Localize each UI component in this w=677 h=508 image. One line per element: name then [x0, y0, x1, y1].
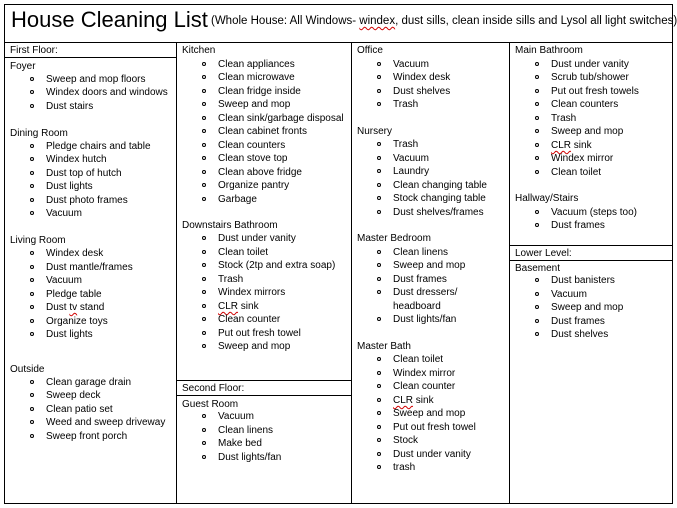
list-item: Dust lights/fan — [393, 314, 457, 325]
bullet-icon — [30, 393, 34, 397]
office-heading: Office — [357, 45, 383, 56]
master-bath-heading: Master Bath — [357, 341, 411, 352]
list-item: Weed and sweep driveway — [46, 417, 166, 428]
bullet-icon — [377, 75, 381, 79]
lower-level-divider-top — [509, 245, 673, 246]
hallway-stairs-heading: Hallway/Stairs — [515, 193, 579, 204]
list-item: Trash — [218, 274, 244, 285]
list-item: Dust mantle/frames — [46, 262, 133, 273]
table-border-left — [4, 4, 5, 504]
bullet-icon — [30, 380, 34, 384]
list-item: Clean counter — [393, 381, 456, 392]
list-item: Clean microwave — [218, 72, 295, 83]
bullet-icon — [202, 414, 206, 418]
list-item: Windex doors and windows — [46, 87, 168, 98]
bullet-icon — [535, 305, 539, 309]
bullet-icon — [377, 398, 381, 402]
page-title: House Cleaning List — [11, 7, 208, 32]
list-item: Sweep and mop floors — [46, 74, 146, 85]
first-floor-divider — [4, 57, 177, 58]
list-item: Scrub tub/shower — [551, 72, 629, 83]
list-item: Put out fresh towel — [393, 422, 476, 433]
list-item: Dust under vanity — [393, 449, 471, 460]
list-item: Clean counters — [551, 99, 619, 110]
bullet-icon — [202, 250, 206, 254]
list-item: Clean cabinet fronts — [218, 126, 307, 137]
list-item: Make bed — [218, 438, 262, 449]
list-item: Clean patio set — [46, 404, 113, 415]
bullet-icon — [202, 317, 206, 321]
list-item: Clean toilet — [218, 247, 269, 258]
bullet-icon — [202, 183, 206, 187]
bullet-icon — [30, 292, 34, 296]
bullet-icon — [377, 317, 381, 321]
list-item: CLR sink — [551, 140, 592, 151]
list-item: Dust lights/fan — [218, 452, 282, 463]
bullet-icon — [202, 428, 206, 432]
bullet-icon — [377, 357, 381, 361]
list-item: Dust dressers/ — [393, 287, 458, 298]
list-item: Dust shelves — [551, 329, 609, 340]
list-item: Dust frames — [551, 220, 605, 231]
bullet-icon — [535, 170, 539, 174]
table-border-bottom — [4, 503, 673, 504]
list-item: trash — [393, 462, 416, 473]
bullet-icon — [30, 319, 34, 323]
bullet-icon — [202, 263, 206, 267]
list-item: Dust banisters — [551, 275, 615, 286]
bullet-icon — [535, 223, 539, 227]
bullet-icon — [202, 89, 206, 93]
bullet-icon — [377, 156, 381, 160]
nursery-heading: Nursery — [357, 126, 393, 137]
bullet-icon — [202, 62, 206, 66]
list-item: Clean counters — [218, 140, 286, 151]
bullet-icon — [377, 384, 381, 388]
list-item: Clean garage drain — [46, 377, 132, 388]
bullet-icon — [30, 278, 34, 282]
bullet-icon — [377, 438, 381, 442]
page-subtitle: (Whole House: All Windows- windex, dust sills, clean inside sills and Lysol all light switches) — [211, 15, 677, 27]
bullet-icon — [535, 89, 539, 93]
list-item: Garbage — [218, 194, 257, 205]
master-bedroom-heading: Master Bedroom — [357, 233, 431, 244]
title-divider — [4, 42, 673, 43]
bullet-icon — [30, 265, 34, 269]
bullet-icon — [202, 290, 206, 294]
list-item: Windex mirror — [551, 153, 614, 164]
guest-room-heading: Guest Room — [182, 399, 239, 410]
bullet-icon — [377, 371, 381, 375]
list-item: Windex hutch — [46, 154, 107, 165]
bullet-icon — [30, 420, 34, 424]
list-item: Clean sink/garbage disposal — [218, 113, 344, 124]
outside-heading: Outside — [10, 364, 45, 375]
bullet-icon — [535, 156, 539, 160]
list-item: Sweep and mop — [393, 260, 466, 271]
bullet-icon — [535, 319, 539, 323]
list-item: Windex desk — [393, 72, 451, 83]
bullet-icon — [202, 143, 206, 147]
bullet-icon — [377, 452, 381, 456]
bullet-icon — [535, 75, 539, 79]
list-item: Trash — [551, 113, 577, 124]
bullet-icon — [202, 75, 206, 79]
bullet-icon — [202, 441, 206, 445]
bullet-icon — [202, 331, 206, 335]
bullet-icon — [377, 290, 381, 294]
list-item: Trash — [393, 139, 419, 150]
list-item: Clean linens — [218, 425, 274, 436]
bullet-icon — [202, 197, 206, 201]
list-item: Clean toilet — [551, 167, 602, 178]
list-item: Dust photo frames — [46, 195, 128, 206]
bullet-icon — [202, 129, 206, 133]
foyer-heading: Foyer — [10, 61, 36, 72]
table-border-right — [672, 4, 673, 504]
second-floor-label: Second Floor: — [182, 383, 245, 394]
bullet-icon — [202, 344, 206, 348]
bullet-icon — [30, 211, 34, 215]
bullet-icon — [535, 62, 539, 66]
bullet-icon — [202, 304, 206, 308]
list-item: Dust lights — [46, 181, 93, 192]
list-item: Windex desk — [46, 248, 104, 259]
list-item: Sweep and mop — [218, 341, 291, 352]
list-item: Dust stairs — [46, 101, 94, 112]
lower-level-divider-bottom — [509, 260, 673, 261]
list-item: Trash — [393, 99, 419, 110]
list-item: Clean fridge inside — [218, 86, 301, 97]
list-item: Windex mirror — [393, 368, 456, 379]
lower-level-label: Lower Level: — [515, 248, 572, 259]
list-item: Pledge table — [46, 289, 102, 300]
list-item: Pledge chairs and table — [46, 141, 151, 152]
second-floor-divider-bottom — [176, 395, 352, 396]
bullet-icon — [377, 196, 381, 200]
list-item: Dust shelves/frames — [393, 207, 484, 218]
bullet-icon — [535, 129, 539, 133]
first-floor-label: First Floor: — [10, 45, 58, 56]
bullet-icon — [30, 332, 34, 336]
list-item: Sweep and mop — [393, 408, 466, 419]
list-item: Organize toys — [46, 316, 108, 327]
bullet-icon — [377, 89, 381, 93]
bullet-icon — [377, 411, 381, 415]
bullet-icon — [377, 425, 381, 429]
list-item: CLR sink — [218, 301, 259, 312]
list-item: Dust frames — [551, 316, 605, 327]
bullet-icon — [535, 278, 539, 282]
list-item: Dust frames — [393, 274, 447, 285]
downstairs-bathroom-heading: Downstairs Bathroom — [182, 220, 278, 231]
bullet-icon — [377, 102, 381, 106]
list-item: Vacuum — [393, 153, 429, 164]
bullet-icon — [535, 292, 539, 296]
list-item: Stock — [393, 435, 419, 446]
bullet-icon — [202, 455, 206, 459]
list-item: Vacuum (steps too) — [551, 207, 637, 218]
bullet-icon — [30, 184, 34, 188]
bullet-icon — [202, 116, 206, 120]
bullet-icon — [377, 263, 381, 267]
bullet-icon — [30, 104, 34, 108]
bullet-icon — [30, 90, 34, 94]
bullet-icon — [202, 236, 206, 240]
bullet-icon — [30, 157, 34, 161]
bullet-icon — [535, 332, 539, 336]
column-divider-1 — [176, 42, 177, 504]
list-item: Vacuum — [551, 289, 587, 300]
list-item: Windex mirrors — [218, 287, 286, 298]
list-item: Dust under vanity — [218, 233, 296, 244]
list-item: Vacuum — [46, 275, 82, 286]
list-item: Sweep front porch — [46, 431, 128, 442]
bullet-icon — [30, 407, 34, 411]
kitchen-heading: Kitchen — [182, 45, 216, 56]
list-item: Sweep and mop — [551, 126, 624, 137]
bullet-icon — [202, 277, 206, 281]
list-item: Clean linens — [393, 247, 449, 258]
basement-heading: Basement — [515, 263, 561, 274]
bullet-icon — [377, 250, 381, 254]
list-item: Clean stove top — [218, 153, 288, 164]
bullet-icon — [30, 171, 34, 175]
bullet-icon — [535, 210, 539, 214]
list-item: Organize pantry — [218, 180, 290, 191]
list-item-continuation: headboard — [393, 301, 441, 312]
list-item: Clean appliances — [218, 59, 295, 70]
bullet-icon — [202, 156, 206, 160]
list-item: Sweep and mop — [551, 302, 624, 313]
list-item: CLR sink — [393, 395, 434, 406]
bullet-icon — [30, 77, 34, 81]
list-item: Stock (2tp and extra soap) — [218, 260, 336, 271]
living-room-heading: Living Room — [10, 235, 66, 246]
bullet-icon — [535, 116, 539, 120]
list-item: Sweep and mop — [218, 99, 291, 110]
list-item: Vacuum — [46, 208, 82, 219]
bullet-icon — [377, 62, 381, 66]
main-bathroom-heading: Main Bathroom — [515, 45, 583, 56]
column-divider-2 — [351, 42, 352, 504]
bullet-icon — [377, 210, 381, 214]
bullet-icon — [202, 170, 206, 174]
column-divider-3 — [509, 42, 510, 504]
spellcheck-word: tv — [69, 302, 78, 313]
bullet-icon — [30, 251, 34, 255]
second-floor-divider-top — [176, 380, 352, 381]
bullet-icon — [377, 142, 381, 146]
bullet-icon — [377, 277, 381, 281]
bullet-icon — [30, 198, 34, 202]
spellcheck-word: CLR — [218, 301, 239, 312]
bullet-icon — [377, 465, 381, 469]
list-item: Clean above fridge — [218, 167, 302, 178]
list-item: Dust tv stand — [46, 302, 105, 313]
spellcheck-word: CLR — [551, 140, 572, 151]
list-item: Dust shelves — [393, 86, 451, 97]
list-item: Sweep deck — [46, 390, 101, 401]
list-item: Clean counter — [218, 314, 281, 325]
spellcheck-word: windex — [359, 15, 396, 27]
list-item: Dust lights — [46, 329, 93, 340]
dining-room-heading: Dining Room — [10, 128, 68, 139]
list-item: Put out fresh towels — [551, 86, 639, 97]
bullet-icon — [30, 144, 34, 148]
bullet-icon — [30, 434, 34, 438]
bullet-icon — [377, 169, 381, 173]
list-item: Stock changing table — [393, 193, 486, 204]
list-item: Laundry — [393, 166, 430, 177]
bullet-icon — [377, 183, 381, 187]
list-item: Put out fresh towel — [218, 328, 301, 339]
list-item: Vacuum — [393, 59, 429, 70]
list-item: Vacuum — [218, 411, 254, 422]
list-item: Clean changing table — [393, 180, 487, 191]
bullet-icon — [535, 143, 539, 147]
bullet-icon — [30, 305, 34, 309]
bullet-icon — [535, 102, 539, 106]
bullet-icon — [202, 102, 206, 106]
spellcheck-word: CLR — [393, 395, 414, 406]
list-item: Dust under vanity — [551, 59, 629, 70]
list-item: Clean toilet — [393, 354, 444, 365]
list-item: Dust top of hutch — [46, 168, 122, 179]
